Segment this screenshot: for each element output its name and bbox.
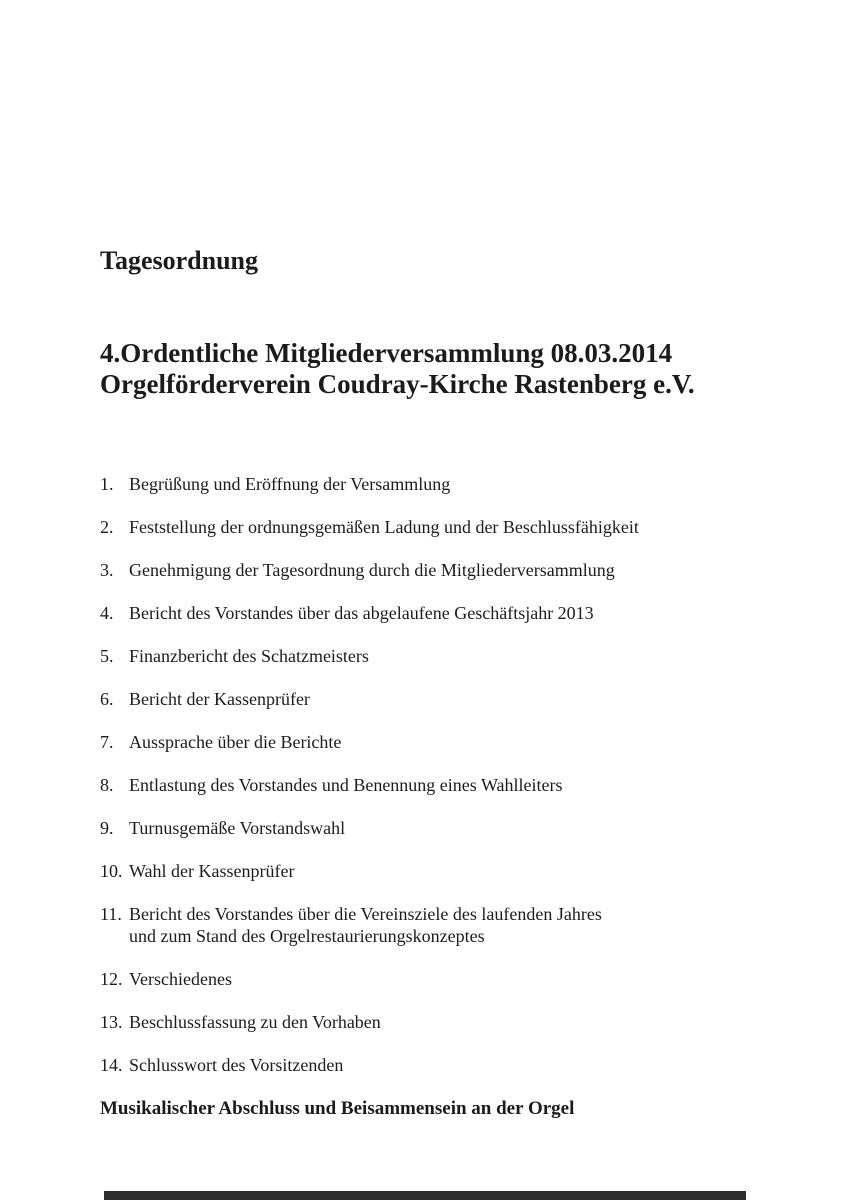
agenda-item-12 bbox=[100, 968, 788, 990]
agenda-item-13 bbox=[100, 1011, 788, 1033]
agenda-item-text-line2: und zum Stand des Orgelrestaurierungskonzeptes bbox=[129, 925, 485, 946]
agenda-item-number: 1. bbox=[100, 473, 114, 494]
agenda-item-number: 5. bbox=[100, 645, 114, 666]
agenda-item-6 bbox=[100, 688, 788, 710]
agenda-item-text: Aussprache über die Berichte bbox=[129, 731, 342, 752]
agenda-item-5 bbox=[100, 645, 788, 667]
agenda-item-number: 4. bbox=[100, 602, 114, 623]
meeting-heading bbox=[100, 338, 788, 400]
agenda-item-number: 14. bbox=[100, 1054, 123, 1075]
agenda-item-text: Bericht des Vorstandes über das abgelaufene Geschäftsjahr 2013 bbox=[129, 602, 594, 623]
closing-note: Musikalischer Abschluss und Beisammensein an der Orgel bbox=[100, 1097, 575, 1119]
agenda-item-10 bbox=[100, 860, 788, 882]
agenda-item-8 bbox=[100, 774, 788, 796]
agenda-item-text: Entlastung des Vorstandes und Benennung eines Wahlleiters bbox=[129, 774, 563, 795]
agenda-item-text-line1: Bericht des Vorstandes über die Vereinsziele des laufenden Jahres bbox=[129, 903, 602, 924]
agenda-item-text: Turnusgemäße Vorstandswahl bbox=[129, 817, 346, 838]
agenda-item-number: 3. bbox=[100, 559, 114, 580]
agenda-item-number: 10. bbox=[100, 860, 123, 881]
agenda-item-text: Bericht der Kassenprüfer bbox=[129, 688, 310, 709]
agenda-item-text: Genehmigung der Tagesordnung durch die Mitgliederversammlung bbox=[129, 559, 615, 580]
agenda-item-2 bbox=[100, 516, 788, 538]
agenda-list bbox=[100, 473, 788, 1076]
agenda-item-text bbox=[129, 903, 788, 947]
agenda-item-9 bbox=[100, 817, 788, 839]
agenda-item-text: Wahl der Kassenprüfer bbox=[129, 860, 295, 881]
agenda-item-text: Verschiedenes bbox=[129, 968, 232, 989]
agenda-item-1 bbox=[100, 473, 788, 495]
agenda-item-3 bbox=[100, 559, 788, 581]
agenda-item-number: 12. bbox=[100, 968, 123, 989]
agenda-item-number: 13. bbox=[100, 1011, 123, 1032]
agenda-item-number: 7. bbox=[100, 731, 114, 752]
agenda-item-number: 11. bbox=[100, 903, 122, 924]
agenda-item-7 bbox=[100, 731, 788, 753]
agenda-item-14 bbox=[100, 1054, 788, 1076]
document-title: Tagesordnung bbox=[100, 246, 258, 275]
agenda-item-number: 9. bbox=[100, 817, 114, 838]
agenda-item-4 bbox=[100, 602, 788, 624]
agenda-item-text: Finanzbericht des Schatzmeisters bbox=[129, 645, 369, 666]
agenda-item-text: Feststellung der ordnungsgemäßen Ladung und der Beschlussfähigkeit bbox=[129, 516, 639, 537]
agenda-item-text: Schlusswort des Vorsitzenden bbox=[129, 1054, 344, 1075]
meeting-heading-line1: 4.Ordentliche Mitgliederversammlung 08.03.2014 bbox=[100, 337, 673, 368]
agenda-item-11 bbox=[100, 903, 788, 947]
agenda-item-number: 2. bbox=[100, 516, 114, 537]
page-bottom-cutoff-bar bbox=[104, 1191, 746, 1200]
agenda-item-number: 8. bbox=[100, 774, 114, 795]
meeting-heading-line2: Orgelförderverein Coudray-Kirche Rastenberg e.V. bbox=[100, 368, 695, 399]
agenda-item-number: 6. bbox=[100, 688, 114, 709]
agenda-item-text: Beschlussfassung zu den Vorhaben bbox=[129, 1011, 381, 1032]
agenda-item-text: Begrüßung und Eröffnung der Versammlung bbox=[129, 473, 451, 494]
